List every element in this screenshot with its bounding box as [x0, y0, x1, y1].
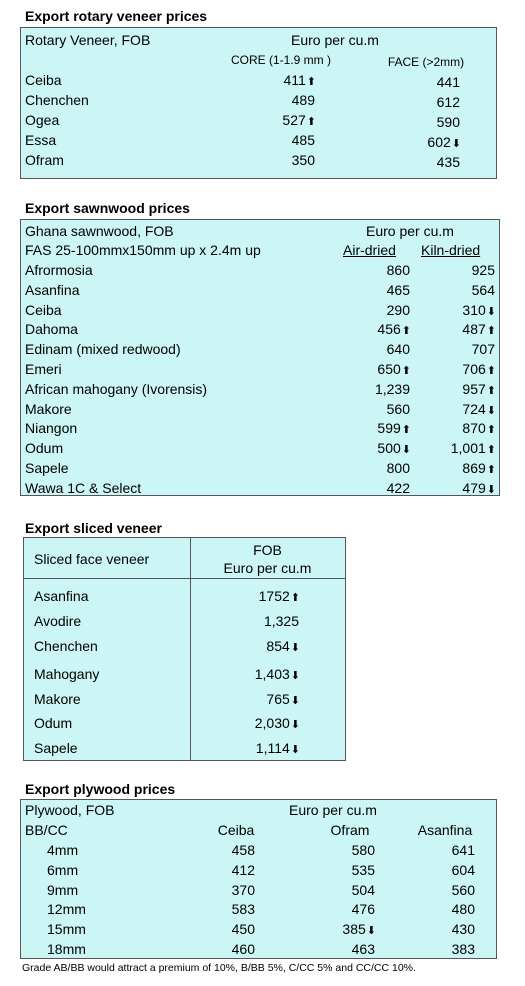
- trend-arrow-icon: ⬆: [486, 325, 496, 338]
- species-name: Odum: [25, 440, 64, 457]
- air-dried-price-value: 290: [386, 301, 410, 318]
- fob-price-value: 1,114: [255, 740, 290, 756]
- face-price-value: 602: [427, 134, 451, 150]
- species-name: Sapele: [34, 740, 78, 756]
- asanfina-price: [401, 842, 476, 860]
- asanfina-price-value: 383: [451, 941, 475, 957]
- sawn-label: Ghana sawnwood, FOB: [25, 223, 174, 239]
- trend-arrow-icon: ⬇: [486, 483, 496, 496]
- sliced-col-unit: Euro per cu.m: [223, 560, 312, 576]
- air-dried-price-value: 1,239: [374, 380, 410, 397]
- trend-arrow-icon: ⬇: [451, 138, 461, 150]
- ceiba-price-value: 412: [231, 861, 255, 878]
- kiln-dried-price-value: 925: [471, 262, 495, 278]
- ceiba-price-value: 370: [231, 881, 255, 898]
- kiln-dried-price: [401, 302, 496, 320]
- face-price: [366, 74, 461, 92]
- face-price-value: 435: [436, 154, 460, 170]
- species-name: Emeri: [25, 361, 62, 377]
- trend-arrow-icon: ⬆: [306, 116, 316, 128]
- species-name: Makore: [34, 691, 81, 707]
- asanfina-price-value: 604: [451, 861, 475, 878]
- air-dried-price-value: 465: [386, 281, 410, 298]
- core-price-value: 489: [291, 92, 315, 108]
- ceiba-price-value: 460: [231, 941, 255, 957]
- asanfina-price-value: 480: [451, 901, 475, 918]
- trend-arrow-icon: ⬇: [290, 642, 300, 654]
- sawn-table: [20, 219, 500, 496]
- plywood-grade: BB/CC: [25, 822, 68, 838]
- face-price-value: 612: [436, 94, 460, 110]
- species-name: Ogea: [25, 112, 60, 128]
- ofram-price: [286, 901, 376, 919]
- fob-price: [190, 691, 300, 709]
- trend-arrow-icon: ⬇: [290, 744, 300, 756]
- species-name: Sapele: [25, 460, 69, 476]
- trend-arrow-icon: ⬆: [486, 464, 496, 476]
- core-price-value: 411: [283, 72, 306, 88]
- kiln-dried-price-value: 706: [462, 361, 486, 377]
- fob-price: [190, 638, 300, 656]
- air-dried-price: [321, 302, 411, 320]
- ofram-price-value: 476: [351, 901, 375, 918]
- asanfina-price: [401, 882, 476, 900]
- trend-arrow-icon: ⬇: [401, 444, 411, 457]
- thickness: 15mm: [47, 921, 86, 938]
- core-price: [221, 132, 316, 150]
- species-name: Mahogany: [34, 666, 100, 682]
- species-name: Ceiba: [25, 301, 62, 318]
- ceiba-price: [181, 842, 256, 860]
- thickness: 4mm: [47, 842, 79, 858]
- air-dried-price: [321, 460, 411, 478]
- ceiba-price: [181, 941, 256, 959]
- trend-arrow-icon: ⬆: [486, 365, 496, 377]
- air-dried-price: [321, 262, 411, 280]
- species-name: Ofram: [25, 152, 64, 168]
- trend-arrow-icon: ⬇: [486, 404, 496, 417]
- fob-price: [190, 613, 300, 631]
- trend-arrow-icon: ⬆: [486, 384, 496, 397]
- rotary-col-core: CORE (1-1.9 mm ): [230, 53, 331, 67]
- asanfina-price-value: 430: [451, 921, 475, 938]
- ofram-price-value: 385: [342, 921, 366, 938]
- rotary-table: [20, 27, 497, 179]
- core-price-value: 485: [291, 132, 315, 148]
- kiln-dried-price: [401, 440, 496, 458]
- fob-price-value: 765: [266, 691, 290, 707]
- core-price: [221, 92, 316, 110]
- air-dried-price: [321, 341, 411, 359]
- trend-arrow-icon: ⬆: [290, 592, 300, 604]
- kiln-dried-price: [401, 321, 496, 339]
- kiln-dried-price: [401, 480, 496, 498]
- species-name: Essa: [25, 132, 57, 148]
- ofram-price: [286, 941, 376, 959]
- fob-price-value: 1,403: [254, 666, 290, 682]
- sliced-table: [23, 537, 346, 761]
- kiln-dried-price: [401, 381, 496, 399]
- air-dried-price: [321, 401, 411, 419]
- sliced-heading: Export sliced veneer: [25, 520, 162, 536]
- kiln-dried-price-value: 479: [462, 479, 486, 496]
- species-name: Odum: [34, 715, 73, 731]
- thickness: 12mm: [47, 901, 86, 918]
- sawn-col-kiln: Kiln-dried: [421, 242, 481, 258]
- kiln-dried-price: [401, 401, 496, 419]
- air-dried-price: [321, 381, 411, 399]
- ceiba-price-value: 450: [231, 921, 255, 938]
- kiln-dried-price-value: 1,001: [450, 440, 486, 457]
- ofram-price: [286, 842, 376, 860]
- fob-price-value: 1752: [258, 588, 290, 604]
- ceiba-price: [181, 862, 256, 880]
- air-dried-price: [321, 480, 411, 498]
- species-name: Chenchen: [34, 638, 98, 654]
- fob-price: [190, 588, 300, 606]
- air-dried-price: [321, 282, 411, 300]
- ofram-price: [286, 862, 376, 880]
- air-dried-price-value: 500: [377, 440, 401, 457]
- species-name: Asanfina: [25, 281, 80, 298]
- kiln-dried-price-value: 310: [462, 301, 486, 318]
- kiln-dried-price: [401, 361, 496, 379]
- ceiba-price: [181, 882, 256, 900]
- thickness: 9mm: [47, 881, 79, 898]
- face-price: [366, 154, 461, 172]
- face-price: [366, 114, 461, 132]
- air-dried-price: [321, 420, 411, 438]
- face-price: [366, 94, 461, 112]
- core-price: [221, 72, 316, 90]
- air-dried-price-value: 422: [386, 479, 410, 496]
- species-name: Ceiba: [25, 72, 62, 88]
- plywood-col-ofram: Ofram: [330, 822, 370, 838]
- plywood-col-ceiba: Ceiba: [217, 822, 255, 838]
- rotary-label: Rotary Veneer, FOB: [25, 32, 151, 48]
- plywood-table: [20, 799, 497, 959]
- species-name: Avodire: [34, 613, 82, 629]
- trend-arrow-icon: ⬇: [290, 719, 300, 731]
- trend-arrow-icon: ⬆: [401, 424, 411, 437]
- species-name: African mahogany (Ivorensis): [25, 380, 208, 397]
- sliced-col-fob: FOB: [253, 542, 282, 558]
- asanfina-price: [401, 901, 476, 919]
- kiln-dried-price-value: 487: [462, 321, 486, 338]
- rotary-col-face: FACE (>2mm): [387, 55, 465, 69]
- ofram-price-value: 580: [351, 842, 375, 858]
- air-dried-price-value: 640: [386, 341, 410, 358]
- species-name: Afrormosia: [25, 262, 93, 278]
- plywood-heading: Export plywood prices: [25, 781, 176, 797]
- kiln-dried-price: [401, 282, 496, 300]
- sliced-label: Sliced face veneer: [34, 551, 150, 567]
- trend-arrow-icon: ⬆: [486, 444, 496, 457]
- air-dried-price-value: 560: [386, 400, 410, 417]
- air-dried-price-value: 860: [386, 262, 410, 278]
- face-price: [366, 134, 461, 152]
- core-price: [221, 152, 316, 170]
- air-dried-price-value: 650: [377, 361, 401, 377]
- rotary-heading: Export rotary veneer prices: [25, 8, 208, 24]
- kiln-dried-price-value: 724: [462, 400, 486, 417]
- air-dried-price: [321, 361, 411, 379]
- species-name: Makore: [25, 400, 72, 417]
- trend-arrow-icon: ⬇: [486, 305, 496, 318]
- trend-arrow-icon: ⬆: [401, 365, 411, 377]
- fob-price-value: 2,030: [254, 715, 290, 731]
- ofram-price-value: 504: [351, 881, 375, 898]
- asanfina-price: [401, 862, 476, 880]
- trend-arrow-icon: ⬆: [306, 76, 316, 88]
- thickness: 6mm: [47, 861, 79, 878]
- asanfina-price: [401, 941, 476, 959]
- kiln-dried-price: [401, 420, 496, 438]
- ceiba-price-value: 583: [231, 901, 255, 918]
- thickness: 18mm: [47, 941, 86, 957]
- face-price-value: 441: [436, 74, 460, 90]
- asanfina-price-value: 641: [451, 842, 475, 858]
- fob-price: [190, 715, 300, 733]
- plywood-col-asanfina: Asanfina: [417, 822, 473, 838]
- rotary-unit: Euro per cu.m: [291, 32, 379, 48]
- species-name: Dahoma: [25, 321, 78, 338]
- plywood-note: Grade AB/BB would attract a premium of 10%, B/BB 5%, C/CC 5% and CC/CC 10%.: [22, 962, 416, 974]
- kiln-dried-price: [401, 262, 496, 280]
- plywood-unit: Euro per cu.m: [289, 802, 377, 818]
- kiln-dried-price-value: 707: [471, 341, 495, 358]
- trend-arrow-icon: ⬇: [290, 670, 300, 682]
- ofram-price: [286, 882, 376, 900]
- face-price-value: 590: [436, 114, 460, 130]
- core-price: [221, 112, 316, 130]
- ceiba-price-value: 458: [231, 842, 255, 858]
- kiln-dried-price: [401, 341, 496, 359]
- kiln-dried-price: [401, 460, 496, 478]
- fob-price-value: 854: [266, 638, 290, 654]
- species-name: Niangon: [25, 420, 78, 437]
- ofram-price: [286, 921, 376, 939]
- sliced-header-rule: [24, 578, 345, 579]
- air-dried-price-value: 599: [377, 420, 401, 437]
- species-name: Edinam (mixed redwood): [25, 341, 181, 358]
- core-price-value: 350: [291, 152, 315, 168]
- trend-arrow-icon: ⬆: [401, 325, 411, 338]
- ofram-price-value: 463: [351, 941, 375, 957]
- species-name: Wawa 1C & Select: [25, 479, 142, 496]
- species-name: Asanfina: [34, 588, 89, 604]
- core-price-value: 527: [282, 112, 306, 128]
- sawn-heading: Export sawnwood prices: [25, 200, 190, 216]
- kiln-dried-price-value: 869: [462, 460, 486, 476]
- kiln-dried-price-value: 564: [471, 281, 495, 298]
- air-dried-price-value: 456: [377, 321, 401, 338]
- species-name: Chenchen: [25, 92, 89, 108]
- ceiba-price: [181, 901, 256, 919]
- fob-price: [190, 740, 300, 758]
- sawn-unit: Euro per cu.m: [366, 223, 454, 239]
- fob-price: [190, 666, 300, 684]
- air-dried-price: [321, 321, 411, 339]
- ceiba-price: [181, 921, 256, 939]
- trend-arrow-icon: ⬇: [290, 695, 300, 707]
- asanfina-price: [401, 921, 476, 939]
- ofram-price-value: 535: [351, 861, 375, 878]
- kiln-dried-price-value: 957: [462, 380, 486, 397]
- air-dried-price: [321, 440, 411, 458]
- kiln-dried-price-value: 870: [462, 420, 486, 437]
- fob-price-value: 1,325: [263, 613, 299, 629]
- trend-arrow-icon: ⬆: [486, 424, 496, 437]
- sawn-col-air: Air-dried: [343, 242, 396, 258]
- asanfina-price-value: 560: [451, 881, 475, 898]
- trend-arrow-icon: ⬇: [366, 925, 376, 938]
- plywood-label: Plywood, FOB: [25, 802, 115, 818]
- air-dried-price-value: 800: [386, 460, 410, 476]
- sawn-spec: FAS 25-100mmx150mm up x 2.4m up: [25, 242, 261, 258]
